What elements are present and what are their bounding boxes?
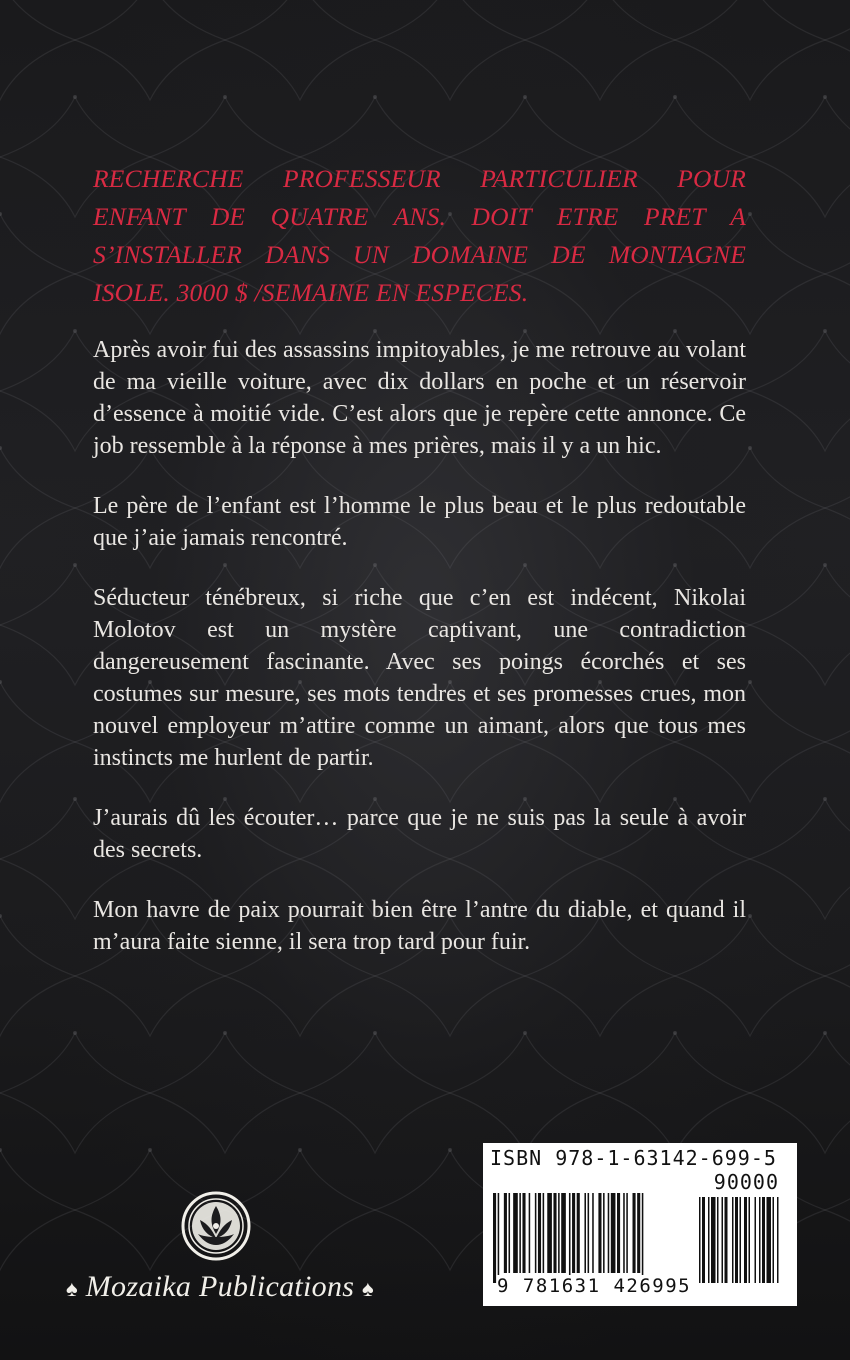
spade-ornament-right: ♠ [362, 1276, 375, 1301]
blurb-paragraph-1: Après avoir fui des assassins impitoyables, je me retrouve au volant de ma vieille voiture, avec dix dollars en poche et un réservoir d’essence à moitié vide. C’est alors que je repère cette annonce. Ce job ressemble à la réponse à mes prières, mais il y a un hic. [93, 337, 746, 459]
price-supplement: 90000 [713, 1170, 779, 1194]
publisher-imprint [30, 1190, 410, 1310]
blurb-paragraph-3: Séducteur ténébreux, si riche que c’en est indécent, Nikolai Molotov est un mystère captivant, une contradiction dangereusement fascinante. Avec ses poings écorchés et ses costumes sur mesure, ses mots tendres et ses promesses crues, mon nouvel employeur m’attire comme un aimant, alors que tous mes instincts me hurlent de partir. [93, 585, 746, 771]
publisher-name: Mozaika Publications [85, 1270, 355, 1303]
blurb-paragraph-5: Mon havre de paix pourrait bien être l’antre du diable, et quand il m’aura faite sienne, il sera trop tard pour fuir. [93, 897, 746, 955]
tagline: RECHERCHE PROFESSEUR PARTICULIER POUR ENFANT DE QUATRE ANS. DOIT ETRE PRET A S’INSTALLER DANS UN DOMAINE DE MONTAGNE ISOLE. 3000 $ /SEMAINE EN ESPECES. [93, 164, 746, 307]
isbn-barcode-panel [483, 1143, 797, 1306]
ean-digits: 9 781631 426995 [497, 1275, 695, 1297]
publisher-name-line [30, 1270, 410, 1304]
isbn-label: ISBN 978-1-63142-699-5 [490, 1146, 777, 1170]
blurb-paragraph-2: Le père de l’enfant est l’homme le plus beau et le plus redoutable que j’aie jamais rencontré. [93, 493, 746, 551]
blurb-paragraph-4: J’aurais dû les écouter… parce que je ne suis pas la seule à avoir des secrets. [93, 805, 746, 863]
barcode-bars [493, 1193, 787, 1283]
spade-ornament-left: ♠ [65, 1276, 78, 1301]
blurb [93, 160, 746, 986]
lotus-seal-icon [180, 1190, 252, 1262]
